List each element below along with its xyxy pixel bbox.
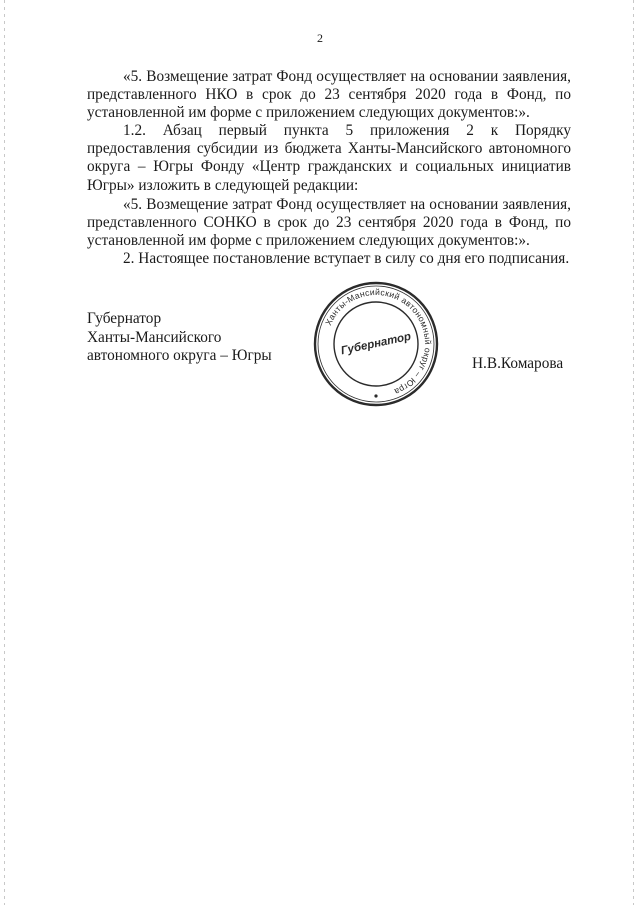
left-scan-edge — [4, 0, 5, 905]
paragraph-effective-date: 2. Настоящее постановление вступает в силу со дня его подписания. — [123, 249, 570, 267]
seal-dot — [374, 394, 377, 397]
signatory-position — [87, 310, 272, 366]
official-seal — [312, 280, 440, 408]
seal-center-text: Губернатор — [339, 330, 413, 358]
paragraph-quoted-nko: «5. Возмещение затрат Фонд осуществляет на основании заявления, представленного НКО в срок до 23 сентября 2020 года в Фонд, по установленной им форме с приложением следующих документов:». — [87, 68, 571, 122]
paragraph-quoted-sonko: «5. Возмещение затрат Фонд осуществляет на основании заявления, представленного СОНКО в срок до 23 сентября 2020 года в Фонд, по установленной им форме с приложением следующих документов:». — [87, 195, 571, 249]
signer-name: Н.В.Комарова — [472, 355, 564, 372]
document-body — [87, 68, 571, 268]
signatory-position-line: Ханты-Мансийского — [87, 328, 222, 346]
right-scan-edge — [633, 0, 634, 905]
paragraph-amendment-1-2: 1.2. Абзац первый пункта 5 приложения 2 к Порядку предоставления субсидии из бюджета Ханты-Мансийского автономного округа – Югры Фонду «Центр гражданских и социальных инициатив Югры» изложить в следующей редакции: — [87, 122, 571, 194]
page-number: 2 — [317, 31, 323, 45]
seal-ring-text-path: Ханты-Мансийский автономный округ – Югра — [323, 286, 434, 398]
signatory-position-line: автономного округа – Югры — [87, 347, 272, 364]
signatory-position-line: Губернатор — [87, 310, 162, 327]
